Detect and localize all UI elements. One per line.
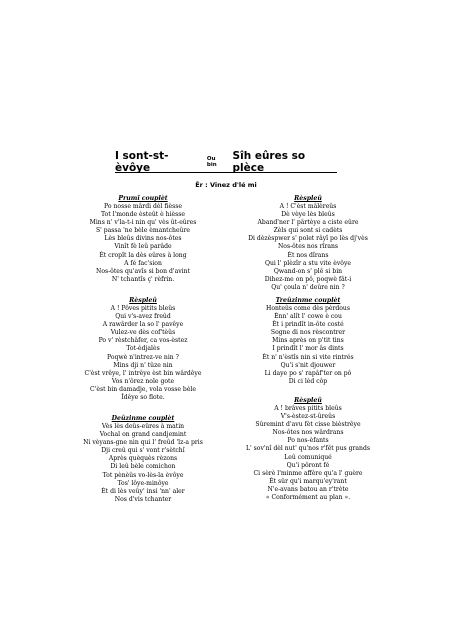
verse-line: Po nos-èfants xyxy=(287,437,329,445)
verse-line: Îdêye so flote. xyxy=(121,394,165,402)
section-heading: Prumî couplèt xyxy=(118,195,168,202)
verse-line: Li daye po s' rapâf'ter on pô xyxy=(264,369,352,377)
tune-subtitle: Êr : Vinez d'lé mi xyxy=(195,181,257,189)
section-heading: Rèspleû xyxy=(129,297,157,304)
section-heading: Rèspleû xyxy=(294,397,322,404)
verse-line: Èt n' n'èstîs nin si vite rintrés xyxy=(262,353,354,361)
verse-line: N'e-avans batou an r'trète xyxy=(267,485,349,493)
verse-line: Èt di lès veûy' insi 'nn' aler xyxy=(101,487,185,495)
verse-line: Èt sûr qu'i marqu'ey'rant xyxy=(269,477,347,485)
section-heading: Deûzinme couplèt xyxy=(111,415,175,422)
verse-line: Èt i prindît in-ôte costé xyxy=(272,321,344,329)
verse-line: A ! Pôves pitits bleûs xyxy=(110,305,176,312)
verse-line: Ci sèrè l'minme affère qu'a l' guère xyxy=(253,469,363,477)
verse-line: Èt cropît la dès eûres à long xyxy=(99,251,187,259)
verse-line: S' passa 'ne bèle èmantcheûre xyxy=(95,227,191,235)
verse-line: C'èst bin damadje, vola vosse bèle xyxy=(90,385,196,393)
verse-line: Mins après on p'tit tins xyxy=(272,337,344,345)
verse-line: Di dèzèspwer s' polet râyî po lès dj'vès xyxy=(248,235,368,243)
verse-line: Vès lès deûs-eûres à matin xyxy=(101,423,185,430)
section-refrain-2 xyxy=(222,194,394,292)
verse-line: Poqwè n'intrez-ve nin ? xyxy=(107,353,179,361)
verse-line: Qui l' plèzîr a stu vite èvôye xyxy=(265,259,351,267)
verse-line: Leû comuniqué xyxy=(284,453,332,461)
verse-line: Tot l'monde èsteût è hièsse xyxy=(100,211,186,219)
section-troisieme-couplet xyxy=(222,296,394,386)
verse-line: I prindît l' mor âs dints xyxy=(272,345,344,353)
verse-line: Di leû bèle comichon xyxy=(110,463,176,471)
verse-line: Vochal on grand candjemint xyxy=(99,431,187,439)
section-heading: Rèspleû xyxy=(294,195,322,202)
verse-line: Nos-ôtes nos wârdrans xyxy=(272,429,344,437)
verse-line: Po v' rèstchâfer, ca vos-èstez xyxy=(98,337,188,345)
song-title-bar xyxy=(115,152,337,173)
verse-line: Ni vèyans-gne nin qui l' freûd 'lz-a pris xyxy=(83,439,203,447)
verse-line: Nos-ôtes qu'avîs si bon d'avint xyxy=(96,267,190,275)
section-refrain-1 xyxy=(58,296,228,402)
verse-line: Mins dji n' tûze nin xyxy=(113,361,173,369)
verse-line: N' tchantîs ç' rèfrin. xyxy=(111,275,175,283)
verse-line: V's-èstez-st-ûreûs xyxy=(280,413,336,421)
verse-line: L' sov'nî dèl nut' qu'nos r'fêt pus grands xyxy=(246,445,370,453)
verse-line: Après quèquès rèzons xyxy=(108,455,178,463)
verse-line: A ! C'èst mâlèreûs xyxy=(279,203,337,210)
verse-line: Vulez-ve dès cof'tèûs xyxy=(110,329,176,337)
verse-line: Di ci lèd côp xyxy=(288,377,328,385)
verse-line: Qu' çoula n' deûre nin ? xyxy=(271,283,345,291)
verse-line: Dji creû qui s' vont r'sètchî xyxy=(101,447,185,455)
section-heading: Treûzinme couplèt xyxy=(275,297,341,304)
verse-line: Qu'i pôront fé xyxy=(286,461,330,469)
verse-line: A fé fac'sion xyxy=(124,259,162,267)
verse-line: A ! brâves pitits bleûs xyxy=(274,405,342,412)
verse-line: Tot pènèûs vo-lès-la èvôye xyxy=(102,471,184,479)
verse-line: Sûremint d'avu fèt cisse bièstrêye xyxy=(255,421,361,429)
verse-line: Dihez-me on pô, poqwè fât-i xyxy=(264,275,352,283)
verse-line: Aband'ner l' pârtèye a ciste eûre xyxy=(257,219,359,227)
verse-line: Qu'i s'nit djouwer xyxy=(280,361,336,369)
verse-line: Po nosse mârdi dèl fièsse xyxy=(104,203,182,210)
verse-line: Nos d'vis tchanter xyxy=(114,495,172,503)
song-alt-title: Sîh eûres so plèce xyxy=(232,150,306,174)
verse-line: Vinît fè leû parâde xyxy=(114,243,172,251)
song-title: I sont-st-èvôye xyxy=(115,150,169,174)
verse-line: Qwand-on s' plê si bin xyxy=(273,267,343,275)
verse-line: C'èst vrêye, l' intrêye èst bin wârdêye xyxy=(84,369,202,377)
verse-line: Ènn' alît l' cowe è cou xyxy=(274,313,342,321)
verse-line: Dè vèye lès bleûs xyxy=(281,211,335,219)
verse-line: Vos n'ôrez nole gote xyxy=(111,377,175,385)
verse-line: Honteûs come dès pèrdous xyxy=(266,305,350,312)
verse-line: Sogne di nos rèscontrer xyxy=(270,329,346,337)
verse-line: A rawârder la so l' pavêye xyxy=(102,321,184,329)
title-separator: Ou bin xyxy=(206,156,217,168)
verse-line: Nos-ôtes nos rîrans xyxy=(277,243,339,251)
verse-line: Mins n' v'la-t-i nin qu' vès ût-eûres xyxy=(89,219,197,227)
verse-line: Èt nos dîrans xyxy=(287,251,329,259)
verse-line: Lès bleûs divins nos-ôtes xyxy=(104,235,182,243)
section-premier-couplet xyxy=(58,194,228,284)
section-deuxieme-couplet xyxy=(58,414,228,504)
verse-line: Tot-èdjalès xyxy=(126,345,160,353)
section-refrain-3 xyxy=(222,396,394,502)
verse-line: Qui v's-avez freûd xyxy=(115,313,171,321)
verse-line: « Conformément au plan ». xyxy=(265,494,351,502)
verse-line: Tos' lôye-minôye xyxy=(117,479,169,487)
verse-line: Zèls qui sont si cadèts xyxy=(273,227,343,235)
